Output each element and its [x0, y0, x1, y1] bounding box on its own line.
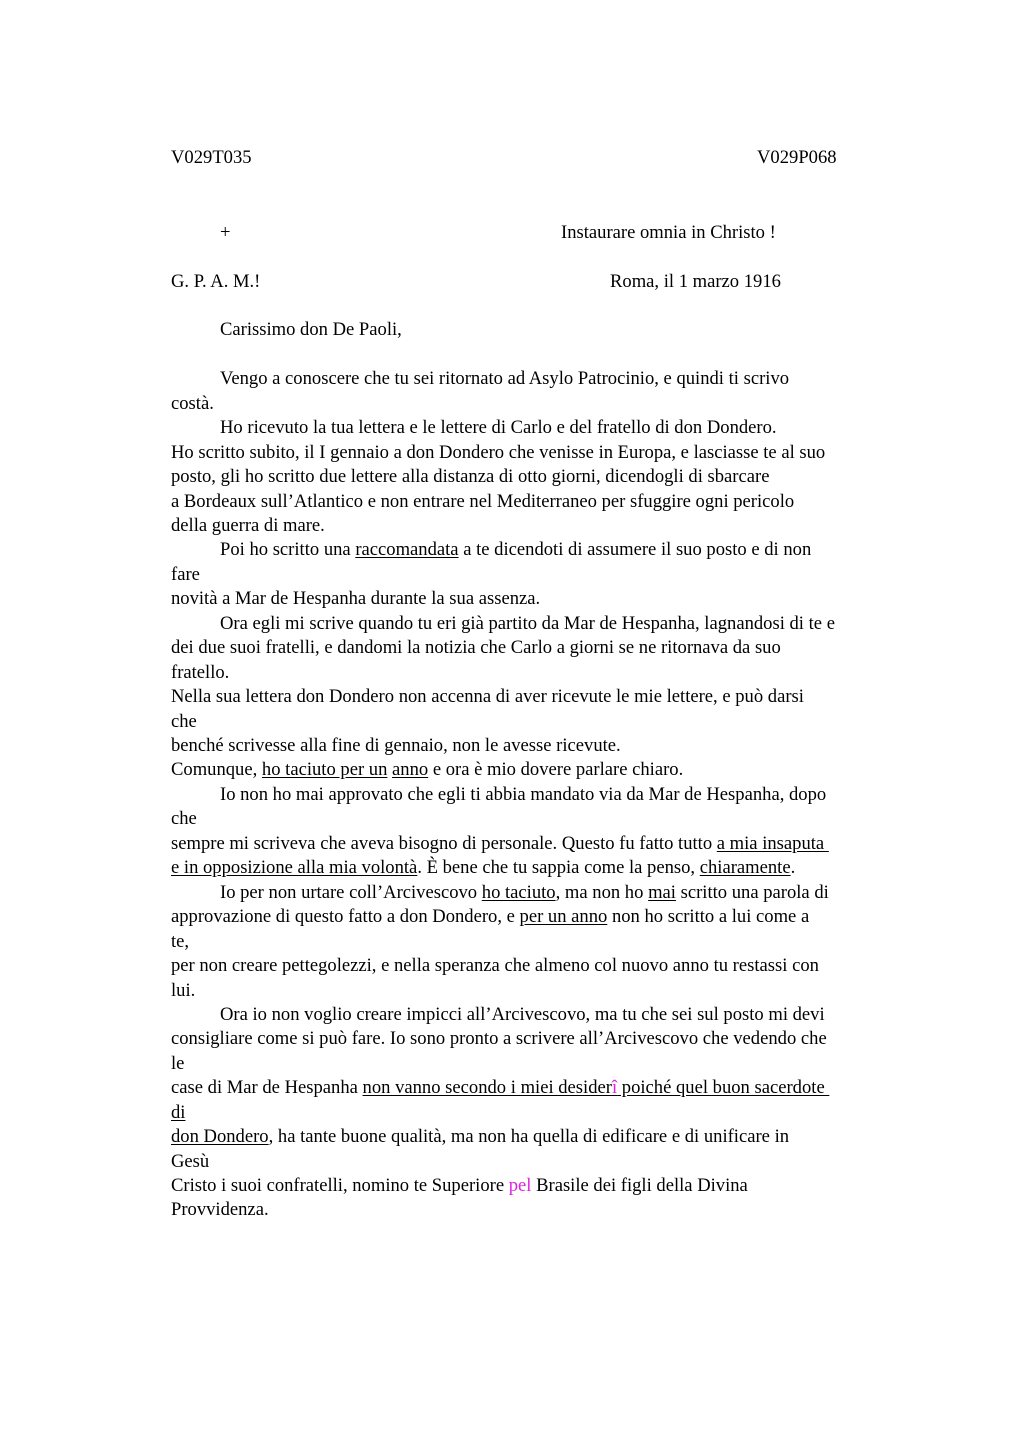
underlined-text: e in opposizione alla mia volontà	[171, 857, 418, 878]
body-line: te,	[171, 931, 190, 952]
body-line	[220, 881, 829, 905]
body-line: novità a Mar de Hespanha durante la sua assenza.	[171, 588, 541, 609]
underlined-text: di	[171, 1102, 186, 1123]
body-line: lui.	[171, 980, 196, 1001]
body-line: Ho ricevuto la tua lettera e le lettere di Carlo e del fratello di don Dondero.	[220, 417, 777, 438]
underlined-text: raccomandata	[355, 539, 459, 560]
underlined-text: a mia insaputa	[716, 833, 829, 854]
body-line: Io non ho mai approvato che egli ti abbia mandato via da Mar de Hespanha, dopo	[220, 784, 827, 805]
body-line	[171, 1076, 829, 1100]
body-line: Nella sua lettera don Dondero non accenna di aver ricevute le mie lettere, e può darsi	[171, 686, 804, 707]
text-run: Comunque,	[171, 759, 262, 780]
salutation: Carissimo don De Paoli,	[220, 319, 402, 340]
motto: Instaurare omnia in Christo !	[561, 222, 776, 243]
body-line: per non creare pettegolezzi, e nella speranza che almeno col nuovo anno tu restassi con	[171, 955, 819, 976]
document-code-left: V029T035	[171, 147, 252, 168]
gpam-invocation: G. P. A. M.!	[171, 271, 261, 292]
text-run: sempre mi scriveva che aveva bisogno di personale. Questo fu fatto tutto	[171, 833, 717, 854]
body-line: a Bordeaux sull’Atlantico e non entrare nel Mediterraneo per sfuggire ogni pericolo	[171, 491, 795, 512]
text-run: a te dicendoti di assumere il suo posto e di non	[458, 539, 812, 560]
body-line	[171, 1174, 748, 1198]
body-line: che	[171, 711, 197, 732]
body-line: dei due suoi fratelli, e dandomi la notizia che Carlo a giorni se ne ritornava da suo	[171, 637, 781, 658]
body-line: Ora io non voglio creare impicci all’Arcivescovo, ma tu che sei sul posto mi devi	[220, 1004, 825, 1025]
text-run: . È bene che tu sappia come la penso,	[417, 857, 700, 878]
cross-symbol: +	[220, 222, 231, 243]
body-line: costà.	[171, 393, 214, 414]
underlined-text: ho taciuto per un	[261, 759, 388, 780]
body-line: Provvidenza.	[171, 1199, 269, 1220]
text-run: Poi ho scritto una	[220, 539, 356, 560]
body-line	[171, 856, 795, 880]
body-line	[171, 905, 809, 929]
body-line: posto, gli ho scritto due lettere alla distanza di otto giorni, dicendogli di sbarcare	[171, 466, 770, 487]
text-run: case di Mar de Hespanha	[171, 1077, 363, 1098]
place-date: Roma, il 1 marzo 1916	[610, 271, 781, 292]
text-run: scritto una parola di	[675, 882, 829, 903]
underlined-text: anno	[392, 759, 429, 780]
body-line: Ora egli mi scrive quando tu eri già partito da Mar de Hespanha, lagnandosi di te e	[220, 613, 835, 634]
body-line: le	[171, 1053, 185, 1074]
body-line	[220, 538, 811, 562]
text-run: non vanno secondo i miei desider	[362, 1077, 612, 1098]
body-line: Ho scritto subito, il I gennaio a don Dondero che venisse in Europa, e lasciasse te al suo	[171, 442, 826, 463]
body-line: fratello.	[171, 662, 230, 683]
body-line	[171, 832, 829, 856]
body-line: fare	[171, 564, 200, 585]
text-run: , ha tante buone qualità, ma non ha quella di edificare e di unificare in	[268, 1126, 790, 1147]
highlighted-text: pel	[508, 1175, 532, 1196]
text-run: approvazione di questo fatto a don Dondero, e	[171, 906, 520, 927]
underlined-text	[363, 1077, 830, 1098]
text-run: , ma non ho	[555, 882, 649, 903]
text-run: poiché quel buon sacerdote	[617, 1077, 830, 1098]
text-run: e ora è mio dovere parlare chiaro.	[428, 759, 684, 780]
underlined-text: don Dondero	[171, 1126, 269, 1147]
text-run: non ho scritto a lui come a	[607, 906, 810, 927]
text-run: .	[790, 857, 796, 878]
body-line: della guerra di mare.	[171, 515, 325, 536]
document-code-right: V029P068	[757, 147, 837, 168]
body-line	[171, 758, 683, 782]
text-run: Io per non urtare coll’Arcivescovo	[220, 882, 482, 903]
underlined-text: chiaramente	[699, 857, 791, 878]
text-run: Cristo i suoi confratelli, nomino te Superiore	[171, 1175, 509, 1196]
underlined-text: mai	[648, 882, 676, 903]
body-line: benché scrivesse alla fine di gennaio, non le avesse ricevute.	[171, 735, 621, 756]
underlined-text: ho taciuto	[481, 882, 556, 903]
body-line: che	[171, 808, 197, 829]
body-line: Vengo a conoscere che tu sei ritornato ad Asylo Patrocinio, e quindi ti scrivo	[220, 368, 790, 389]
body-line: consigliare come si può fare. Io sono pronto a scrivere all’Arcivescovo che vedendo che	[171, 1028, 827, 1049]
underlined-text: per un anno	[519, 906, 608, 927]
body-line	[171, 1101, 185, 1125]
text-run: Brasile dei figli della Divina	[531, 1175, 748, 1196]
body-line	[171, 1125, 789, 1149]
body-line: Gesù	[171, 1151, 210, 1172]
highlighted-text: î	[611, 1077, 618, 1098]
